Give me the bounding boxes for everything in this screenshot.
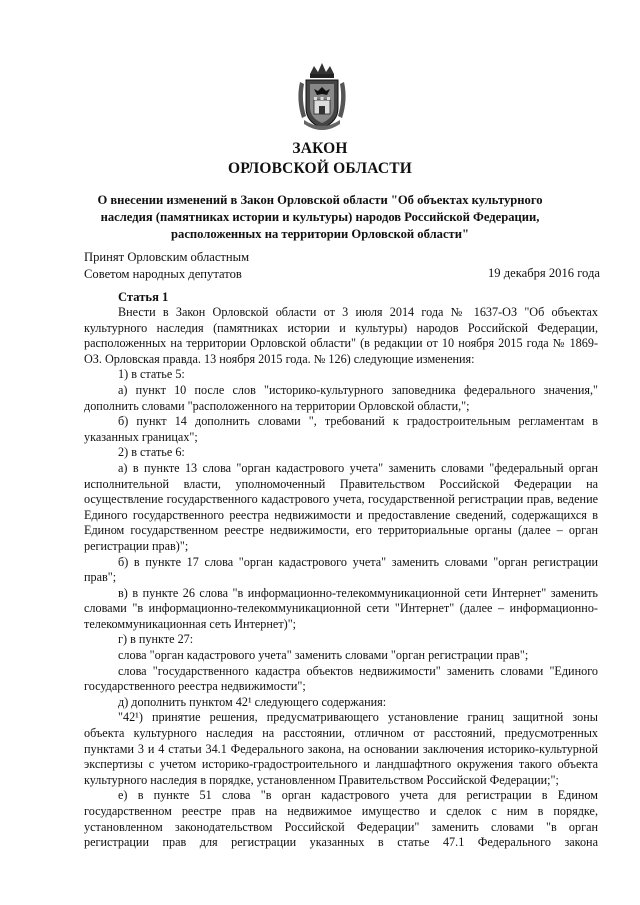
paragraph: Внести в Закон Орловской области от 3 июля 2014 года № 1637-ОЗ "Об объектах культурного наследия (памятниках истории и культуры) народов Российской Федерации, расположенных на территории Орловской области" (в редакции от 10 ноября 2015 года № 1869-ОЗ. Орловская правда. 13 ноября 2015 года. № 126) следующие изменения: (84, 305, 598, 366)
paragraph: "42¹) принятие решения, предусматривающего установление границ защитной зоны объекта культурного наследия на расстоянии, отличном от расстояний, предусмотренных пунктами 3 и 4 статьи 34.1 Федерального закона, на основании заключения историко-культурной экспертизы с учетом историко-градостроительного и ландшафтного окружения такого объекта культурного наследия в порядке, установленном Правительством Российской Федерации;"; (84, 710, 598, 787)
adopted-by (84, 249, 249, 283)
coat-of-arms-emblem (296, 60, 348, 132)
article-heading: Статья 1 (118, 290, 169, 304)
paragraph: б) пункт 14 дополнить словами ", требований к градостроительным регламентам в указанных границах"; (84, 414, 598, 444)
paragraph: а) в пункте 13 слова "орган кадастрового учета" заменить словами "федеральный орган исполнительной власти, уполномоченный Правительством Российской Федерации на осуществление государственного кадастрового учета, государственной регистрации прав, ведение Единого государственного реестра недвижимости и предоставление сведений, содержащихся в Едином государственном реестре недвижимости, его территориальные органы (далее – орган регистрации прав)"; (84, 460, 598, 553)
law-subtitle: О внесении изменений в Закон Орловской области "Об объектах культурного наследия (памятниках истории и культуры) народов Российской Федерации, расположенных на территории Орловской области" (97, 193, 543, 241)
adoption-date: 19 декабря 2016 года (487, 266, 600, 280)
article-body (84, 305, 598, 851)
paragraph: слова "государственного кадастра объектов недвижимости" заменить словами "Единого государственного реестра недвижимости"; (84, 663, 598, 694)
paragraph: 2) в статье 6: (118, 445, 185, 460)
paragraph: б) в пункте 17 слова "орган кадастрового учета" заменить словами "орган регистрации прав"; (84, 554, 598, 585)
law-title: ЗАКОН (292, 140, 348, 157)
adopted-line-2: Советом народных депутатов (84, 267, 242, 281)
paragraph: слова "орган кадастрового учета" заменить словами "орган регистрации прав"; (118, 648, 529, 663)
paragraph: е) в пункте 51 слова "в орган кадастрового учета для регистрации в Едином государственном реестре прав на недвижимое имущество и сделок с ним в порядке, установленном законодательством Российской Федерации" заменить словами "в орган регистрации прав для регистрации указанных в статье 47.1 Федерального закона (84, 788, 598, 850)
paragraph: 1) в статье 5: (118, 367, 185, 382)
paragraph: в) в пункте 26 слова "в информационно-телекоммуникационной сети Интернет" заменить словами "в информационно-телекоммуникационной сети "Интернет" (далее – информационно-телекоммуникационная сеть Интернет)"; (84, 585, 598, 631)
adopted-line-1: Принят Орловским областным (84, 250, 250, 264)
paragraph: а) пункт 10 после слов "историко-культурного заповедника федерального значения," дополнить словами "расположенного на территории Орловской области,"; (84, 382, 598, 413)
law-region: ОРЛОВСКОЙ ОБЛАСТИ (227, 160, 413, 177)
paragraph: д) дополнить пунктом 42¹ следующего содержания: (118, 694, 387, 709)
paragraph: г) в пункте 27: (118, 632, 194, 647)
